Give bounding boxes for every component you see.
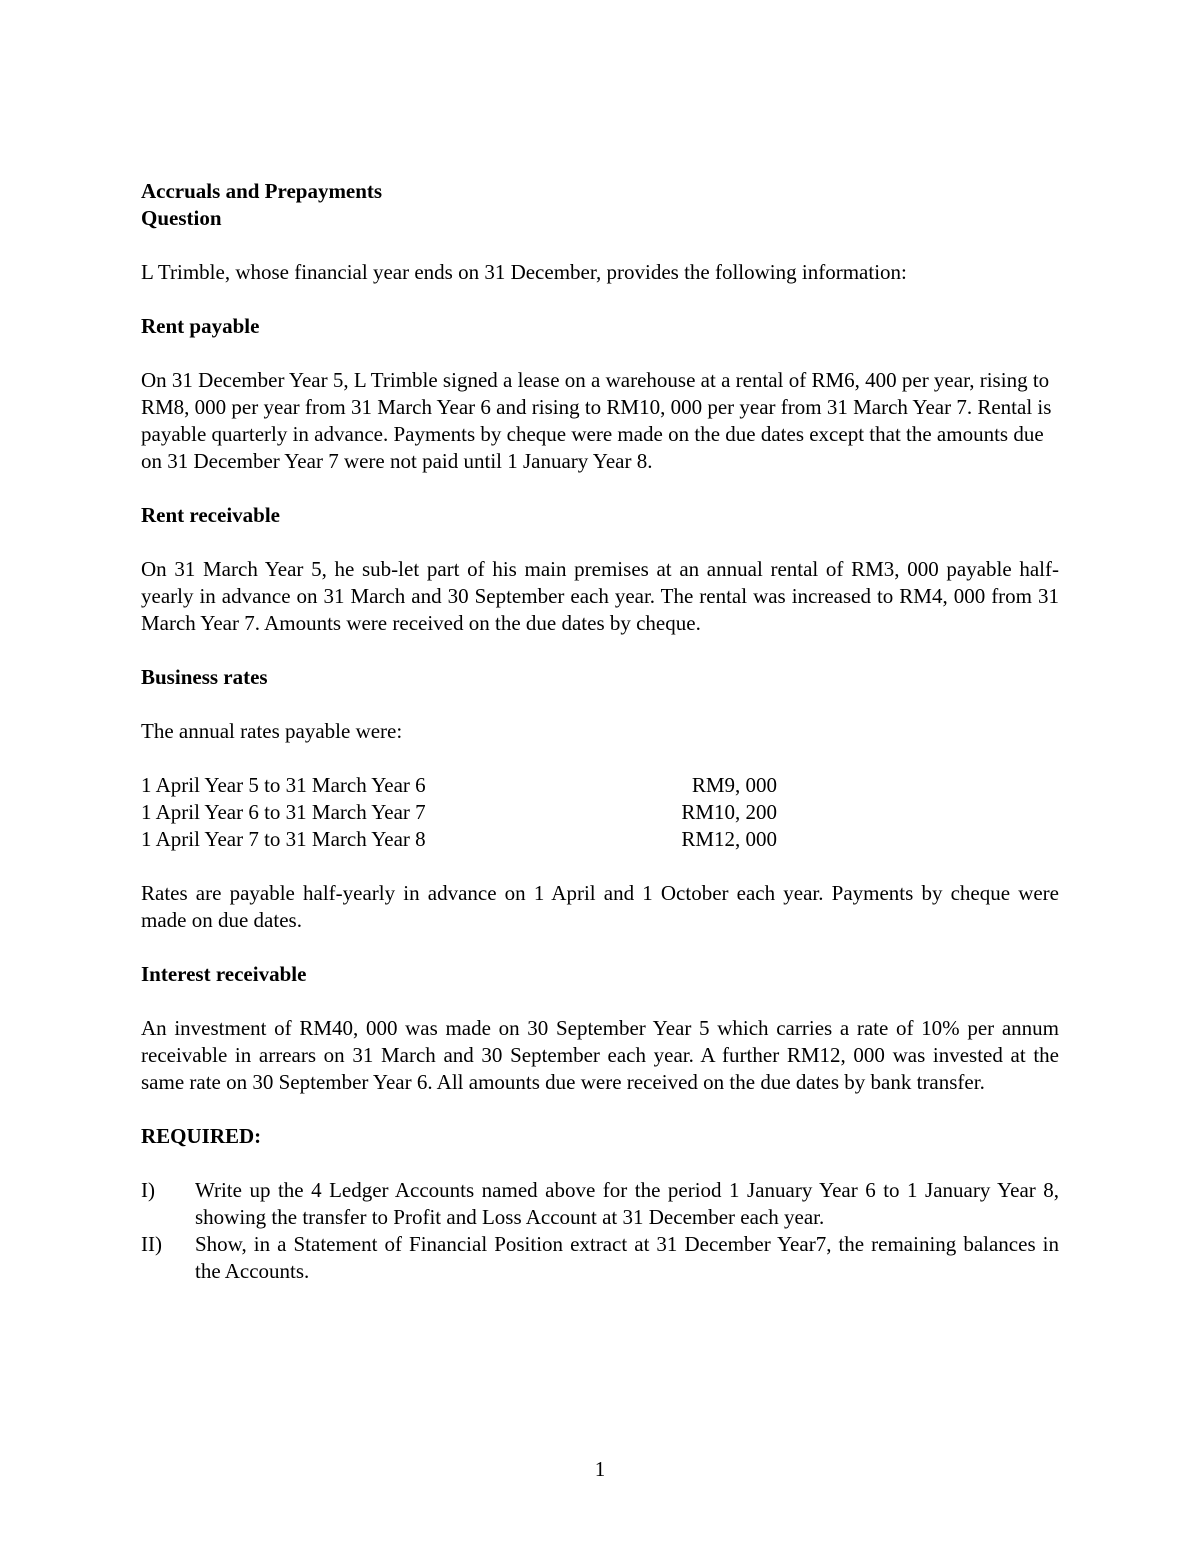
rates-row — [141, 826, 1059, 853]
rates-amount: RM9, 000 — [691, 773, 777, 797]
document-title: Accruals and Prepayments — [141, 179, 383, 203]
rates-row — [141, 772, 1059, 799]
rent-receivable-heading: Rent receivable — [141, 503, 280, 527]
intro-paragraph: L Trimble, whose financial year ends on 31 December, provides the following information: — [141, 260, 907, 284]
required-item-number: I) — [141, 1178, 155, 1202]
rates-amount: RM10, 200 — [681, 800, 777, 824]
rent-receivable-paragraph: On 31 March Year 5, he sub-let part of his main premises at an annual rental of RM3, 000 payable half-yearly in advance on 31 March and 30 September each year. The rental was increased to RM4, 000 from 31 March Year 7. Amounts were received on the due dates by cheque. — [141, 557, 1059, 635]
page-number: 1 — [594, 1457, 606, 1481]
required-item-text: Show, in a Statement of Financial Position extract at 31 December Year7, the remaining balances in the Accounts. — [195, 1232, 1059, 1283]
business-rates-paragraph: Rates are payable half-yearly in advance on 1 April and 1 October each year. Payments by cheque were made on due dates. — [141, 881, 1059, 932]
rates-table — [141, 772, 1059, 853]
business-rates-heading: Business rates — [141, 665, 268, 689]
required-item — [141, 1231, 1059, 1285]
required-item-text: Write up the 4 Ledger Accounts named above for the period 1 January Year 6 to 1 January Year 8, showing the transfer to Profit and Loss Account at 31 December each year. — [195, 1178, 1059, 1229]
interest-receivable-heading: Interest receivable — [141, 962, 307, 986]
required-item — [141, 1177, 1059, 1231]
rates-period: 1 April Year 5 to 31 March Year 6 — [141, 773, 426, 797]
required-item-number: II) — [141, 1232, 162, 1256]
interest-receivable-paragraph: An investment of RM40, 000 was made on 30 September Year 5 which carries a rate of 10% per annum receivable in arrears on 31 March and 30 September each year. A further RM12, 000 was invested at the same rate on 30 September Year 6. All amounts due were received on the due dates by bank transfer. — [141, 1016, 1059, 1094]
rates-period: 1 April Year 6 to 31 March Year 7 — [141, 800, 426, 824]
document-body — [141, 178, 1059, 1285]
rent-payable-paragraph: On 31 December Year 5, L Trimble signed a lease on a warehouse at a rental of RM6, 400 per year, rising to RM8, 000 per year from 31 March Year 6 and rising to RM10, 000 per year from 31 March Year 7. Rental is payable quarterly in advance. Payments by cheque were made on the due dates except that the amounts due on 31 December Year 7 were not paid until 1 January Year 8. — [141, 368, 1052, 473]
rates-row — [141, 799, 1059, 826]
rates-period: 1 April Year 7 to 31 March Year 8 — [141, 827, 426, 851]
required-heading: REQUIRED: — [141, 1124, 262, 1148]
business-rates-intro: The annual rates payable were: — [141, 719, 403, 743]
document-subtitle: Question — [141, 206, 222, 230]
rates-amount: RM12, 000 — [681, 827, 777, 851]
rent-payable-heading: Rent payable — [141, 314, 260, 338]
